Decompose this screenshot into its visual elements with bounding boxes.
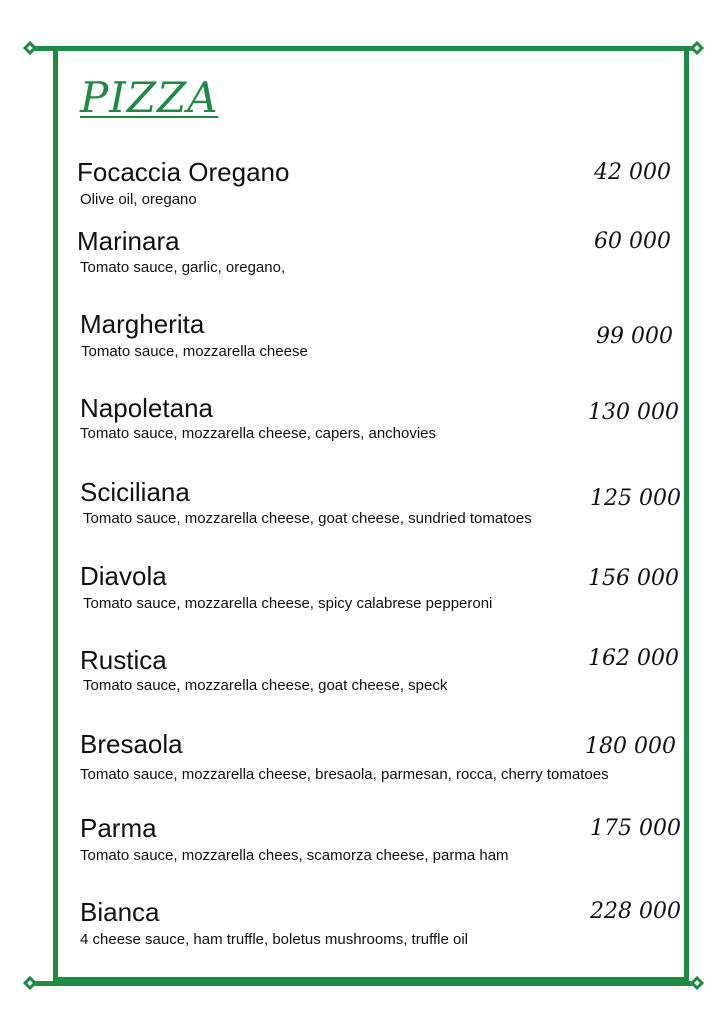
item-name: Bresaola bbox=[80, 729, 183, 759]
corner-diamond-icon bbox=[23, 976, 37, 990]
item-name: Parma bbox=[80, 813, 157, 843]
bottom-border-line bbox=[31, 981, 699, 986]
item-name: Rustica bbox=[80, 645, 167, 675]
item-description: Tomato sauce, mozzarella chees, scamorza cheese, parma ham bbox=[80, 847, 509, 864]
corner-diamond-icon bbox=[23, 41, 37, 55]
item-price: 99 000 bbox=[596, 324, 673, 349]
item-description: Tomato sauce, mozzarella cheese, goat cheese, speck bbox=[83, 677, 448, 694]
item-price: 156 000 bbox=[588, 566, 679, 591]
corner-diamond-icon bbox=[690, 41, 704, 55]
item-price: 42 000 bbox=[594, 160, 671, 185]
item-description: Tomato sauce, mozzarella cheese bbox=[81, 343, 308, 360]
item-name: Bianca bbox=[80, 897, 160, 927]
item-name: Focaccia Oregano bbox=[77, 157, 290, 187]
item-price: 60 000 bbox=[594, 229, 671, 254]
item-name: Diavola bbox=[80, 561, 167, 591]
item-name: Sciciliana bbox=[80, 477, 190, 507]
menu-title: PIZZA bbox=[80, 73, 219, 122]
item-description: 4 cheese sauce, ham truffle, boletus mushrooms, truffle oil bbox=[80, 931, 468, 948]
top-border-line bbox=[31, 46, 699, 51]
item-name: Margherita bbox=[80, 309, 205, 339]
item-name: Marinara bbox=[77, 226, 180, 256]
corner-diamond-icon bbox=[690, 976, 704, 990]
item-price: 175 000 bbox=[590, 816, 681, 841]
item-price: 162 000 bbox=[588, 646, 679, 671]
item-description: Tomato sauce, garlic, oregano, bbox=[80, 259, 286, 276]
item-description: Tomato sauce, mozzarella cheese, bresaola, parmesan, rocca, cherry tomatoes bbox=[80, 766, 609, 783]
item-price: 180 000 bbox=[585, 734, 676, 759]
item-price: 228 000 bbox=[590, 899, 681, 924]
item-description: Tomato sauce, mozzarella cheese, capers, anchovies bbox=[80, 425, 437, 442]
item-description: Tomato sauce, mozzarella cheese, spicy calabrese pepperoni bbox=[83, 595, 493, 612]
item-name: Napoletana bbox=[80, 393, 213, 423]
item-price: 130 000 bbox=[588, 400, 679, 425]
item-description: Tomato sauce, mozzarella cheese, goat cheese, sundried tomatoes bbox=[83, 510, 532, 527]
item-price: 125 000 bbox=[590, 486, 681, 511]
item-description: Olive oil, oregano bbox=[80, 191, 197, 208]
